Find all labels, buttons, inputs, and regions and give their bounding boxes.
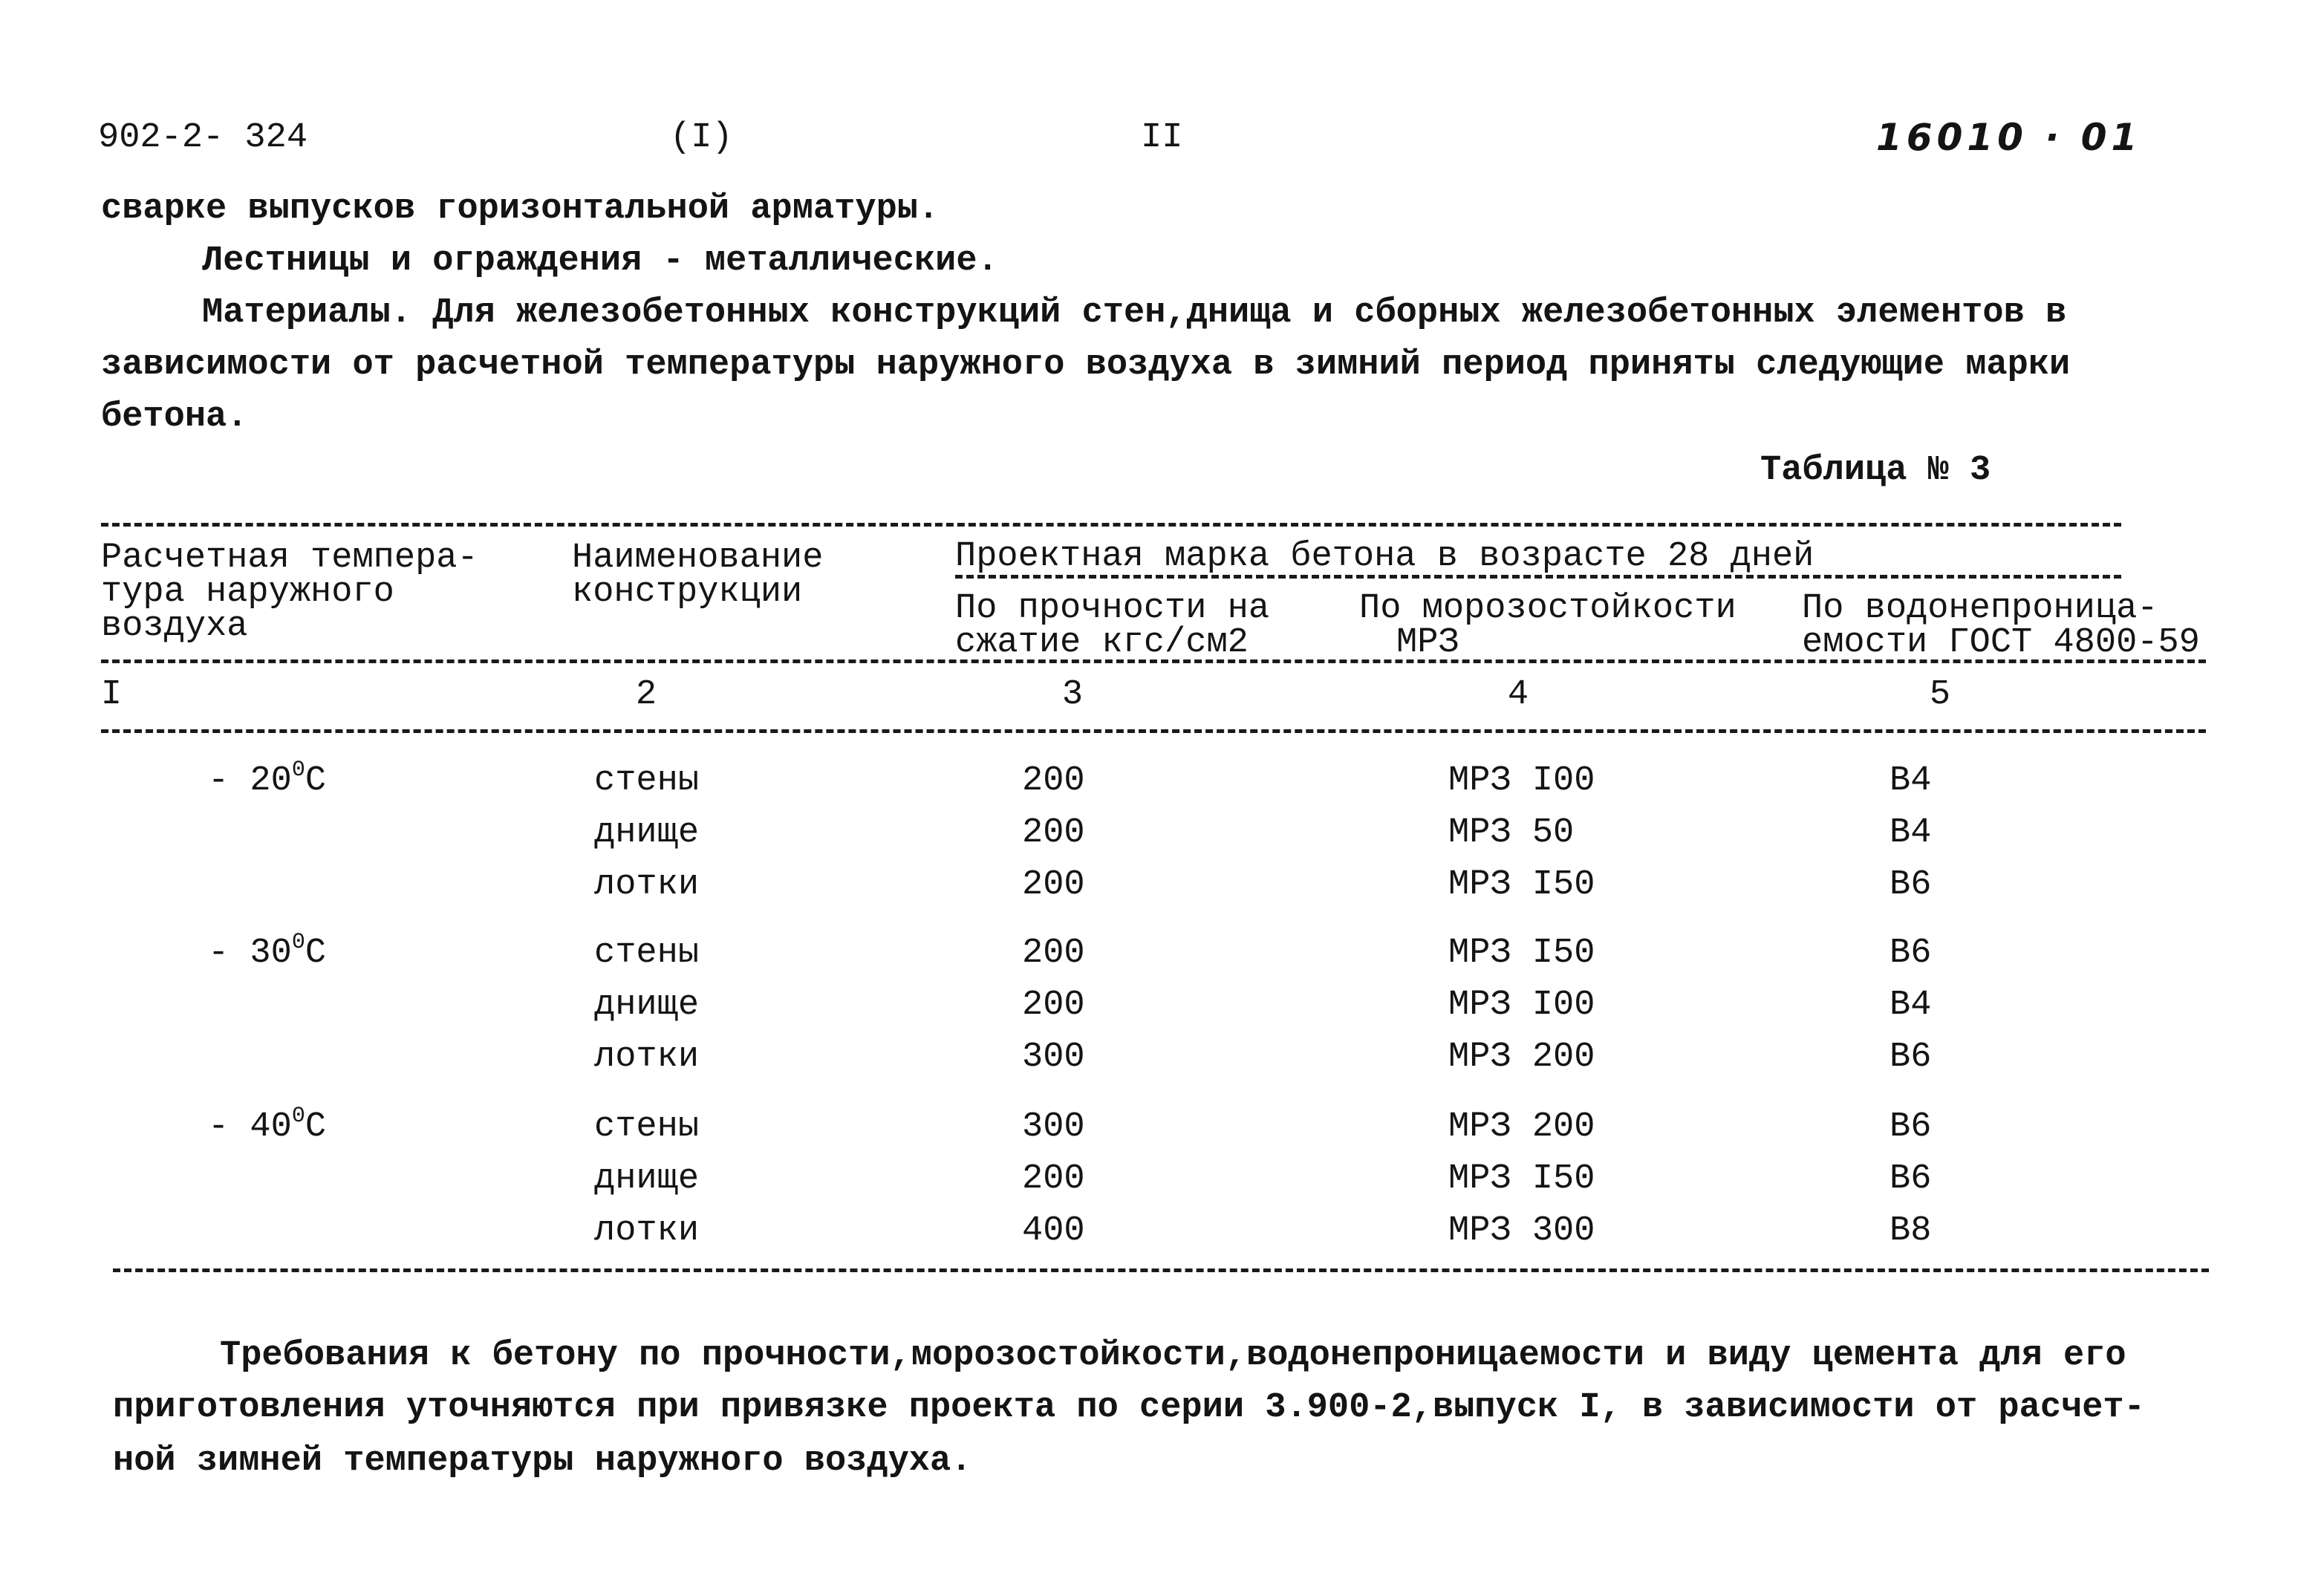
construction-name-cell: лотки (594, 1038, 700, 1077)
header-col3-line1: По прочности на (955, 589, 1270, 628)
construction-name-cell: лотки (594, 1211, 700, 1251)
frost-resistance-cell: МРЗ 300 (1448, 1211, 1595, 1251)
header-col3-line2: сжатие кгс/см2 (955, 623, 1249, 662)
table-top-rule (101, 523, 2121, 527)
strength-cell: 300 (1022, 1038, 1085, 1077)
intro-line-1: сварке выпусков горизонтальной арматуры. (101, 189, 940, 229)
water-resistance-cell: В4 (1890, 986, 1932, 1025)
table-caption: Таблица № 3 (1760, 451, 1991, 490)
degree-superscript: 0 (291, 1104, 305, 1129)
header-col1-line3: воздуха (101, 607, 248, 646)
temperature-cell (208, 758, 327, 801)
page-number: II (1141, 118, 1183, 157)
water-resistance-cell: В4 (1890, 761, 1932, 801)
frost-resistance-cell: МРЗ I50 (1448, 865, 1595, 905)
column-number-5: 5 (1929, 675, 1951, 714)
frost-resistance-cell: МРЗ I50 (1448, 1159, 1595, 1199)
temperature-cell (208, 930, 327, 973)
degree-superscript: 0 (291, 758, 305, 783)
temperature-cell (208, 1104, 327, 1147)
temperature-unit: C (305, 934, 327, 973)
construction-name-cell: днище (594, 1159, 700, 1199)
header-col4-line2: МРЗ (1396, 623, 1459, 662)
column-number-1: I (100, 675, 123, 714)
header-group: Проектная марка бетона в возрасте 28 дней (955, 537, 1814, 576)
handwritten-inventory-number: 16010 · 01 (1876, 116, 2142, 159)
footer-line-2: приготовления уточняются при привязке проекта по серии 3.900-2,выпуск I, в зависимости от расчет- (113, 1388, 2145, 1427)
strength-cell: 400 (1022, 1211, 1085, 1251)
water-resistance-cell: В6 (1890, 1038, 1932, 1077)
intro-line-4: зависимости от расчетной температуры наружного воздуха в зимний период приняты следующие марки (101, 345, 2071, 385)
construction-name-cell: стены (594, 761, 700, 801)
construction-name-cell: стены (594, 1107, 700, 1147)
intro-line-2: Лестницы и ограждения - металлические. (202, 241, 998, 281)
temperature-value: - 20 (208, 761, 292, 801)
water-resistance-cell: В6 (1890, 865, 1932, 905)
footer-line-3: ной зимней температуры наружного воздуха. (113, 1442, 972, 1481)
header-col1-line2: тура наружного (101, 573, 394, 612)
header-col2-line2: конструкции (572, 573, 803, 612)
document-code: 902-2- 324 (98, 118, 308, 157)
temperature-unit: C (305, 1107, 327, 1147)
header-col2-line1: Наименование (572, 538, 824, 578)
column-number-2: 2 (635, 675, 657, 714)
header-col5-line1: По водонепроница- (1802, 589, 2158, 628)
degree-superscript: 0 (291, 930, 305, 955)
temperature-value: - 40 (208, 1107, 292, 1147)
strength-cell: 200 (1022, 934, 1085, 973)
construction-name-cell: днище (594, 986, 700, 1025)
temperature-value: - 30 (208, 934, 292, 973)
column-number-3: 3 (1061, 675, 1084, 714)
water-resistance-cell: В8 (1890, 1211, 1932, 1251)
part-number: (I) (670, 118, 733, 157)
frost-resistance-cell: МРЗ I00 (1448, 761, 1595, 801)
header-col5-line2: емости ГОСТ 4800-59 (1802, 623, 2200, 662)
table-bottom-rule (113, 1268, 2209, 1272)
construction-name-cell: стены (594, 934, 700, 973)
water-resistance-cell: В6 (1890, 1159, 1932, 1199)
intro-line-3: Материалы. Для железобетонных конструкций стен,днища и сборных железобетонных элементов в (202, 293, 2067, 333)
construction-name-cell: лотки (594, 865, 700, 905)
strength-cell: 200 (1022, 1159, 1085, 1199)
strength-cell: 200 (1022, 865, 1085, 905)
header-col1-line1: Расчетная темпера- (101, 538, 478, 578)
strength-cell: 300 (1022, 1107, 1085, 1147)
strength-cell: 200 (1022, 761, 1085, 801)
frost-resistance-cell: МРЗ I50 (1448, 934, 1595, 973)
frost-resistance-cell: МРЗ 50 (1448, 813, 1575, 853)
frost-resistance-cell: МРЗ 200 (1448, 1038, 1595, 1077)
strength-cell: 200 (1022, 986, 1085, 1025)
intro-line-5: бетона. (101, 397, 248, 437)
strength-cell: 200 (1022, 813, 1085, 853)
column-number-4: 4 (1507, 675, 1529, 714)
frost-resistance-cell: МРЗ I00 (1448, 986, 1595, 1025)
water-resistance-cell: В4 (1890, 813, 1932, 853)
water-resistance-cell: В6 (1890, 1107, 1932, 1147)
construction-name-cell: днище (594, 813, 700, 853)
column-numbers-rule (101, 729, 2206, 733)
footer-line-1: Требования к бетону по прочности,морозостойкости,водонепроницаемости и виду цемента для его (220, 1336, 2126, 1375)
frost-resistance-cell: МРЗ 200 (1448, 1107, 1595, 1147)
header-col4-line1: По морозостойкости (1359, 589, 1737, 628)
temperature-unit: C (305, 761, 327, 801)
water-resistance-cell: В6 (1890, 934, 1932, 973)
